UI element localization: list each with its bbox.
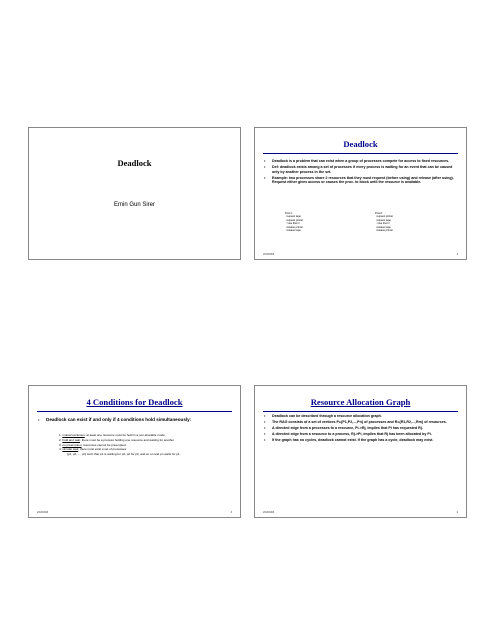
condition-text: : there must be a process holding one resource and waiting for another. <box>80 437 175 442</box>
bullet-list <box>263 159 458 186</box>
slide-number: 3 <box>230 511 232 514</box>
bullet-list <box>263 414 458 444</box>
bullet-item: • A directed edge from a processes to a resource, Pi->Rj, implies that Pi has requested Rj. <box>263 426 458 431</box>
condition-text: : at least one resource must be held in a non-sharable mode. <box>84 433 166 437</box>
slide-1 <box>28 127 241 260</box>
slide-date: 2/18/2003 <box>37 511 49 514</box>
slide-2 <box>254 127 467 260</box>
bullet-item: • If the graph has no cycles, deadlock cannot exist. If the graph has a cycle, deadlock may exist. <box>263 438 458 443</box>
condition-number: 2. <box>59 437 62 442</box>
condition-term: mutual exclusion <box>62 433 85 437</box>
slide-title: Resource Allocation Graph <box>310 397 411 407</box>
proc2-code: Proc2: request printer request tape <use them> release tape release printer <box>375 212 394 233</box>
title-rule <box>37 411 232 412</box>
bullet-item: • A directed edge from a resource to a process, Rj->Pi, implies that Rj has been allocated by Pi. <box>263 432 458 437</box>
condition-number: 1. <box>59 433 62 437</box>
bullet-list <box>37 417 232 425</box>
condition-text: : resources cannot be preempted. <box>81 442 127 447</box>
condition-subline: [p1, p2, ..., pn] such that p1 is waiting for p2, p2 for p3, and so on and pn waits for p1. <box>67 452 181 457</box>
bullet-item: • Example: two processes share 2 resources that they must request (before using) and release (after using). Request either gives access or causes the proc. to block until the resource is available. <box>263 176 458 185</box>
slide-title: 4 Conditions for Deadlock <box>86 397 183 407</box>
slide-title: Deadlock <box>117 158 152 168</box>
bullet-item: • The RAG consists of a set of vertices P={P1,P2,...,Pn} of processes and R={R1,R2,...,Rm} of resources. <box>263 420 458 425</box>
conditions-list <box>59 434 226 458</box>
bullet-item: • Deadlock can be described through a resource allocation graph. <box>263 414 458 419</box>
condition-number: 4. <box>59 447 62 452</box>
slide-author: Emin Gun Sirer <box>113 202 155 208</box>
condition-text: : there must exist a set of processes <box>78 447 127 452</box>
condition-term: circular wait <box>62 447 79 452</box>
title-rule <box>263 411 458 412</box>
slide-date: 2/18/2003 <box>263 253 275 256</box>
title-rule <box>263 153 458 154</box>
condition-term: hold and wait <box>62 437 81 442</box>
condition-number: 3. <box>59 442 62 447</box>
proc1-code: Proc1: request tape request printer <use them> release printer release tape <box>285 212 304 233</box>
bullet-item: • Deadlock is a problem that can exist when a group of processes compete for access to fixed resources. <box>263 159 458 164</box>
slide-4 <box>254 385 467 518</box>
bullet-item: • Def: deadlock exists among a set of processes if every process is waiting for an event that can be caused only by another process in the set. <box>263 165 458 174</box>
bullet-item: • Deadlock can exist if and only if 4 conditions hold simultaneously: <box>37 417 232 423</box>
condition-term: no preemption <box>62 442 82 447</box>
slide-3 <box>28 385 241 518</box>
slide-title: Deadlock <box>343 139 378 149</box>
slide-number: 2 <box>456 253 458 256</box>
slide-number: 4 <box>456 511 458 514</box>
slide-date: 2/18/2003 <box>263 511 275 514</box>
